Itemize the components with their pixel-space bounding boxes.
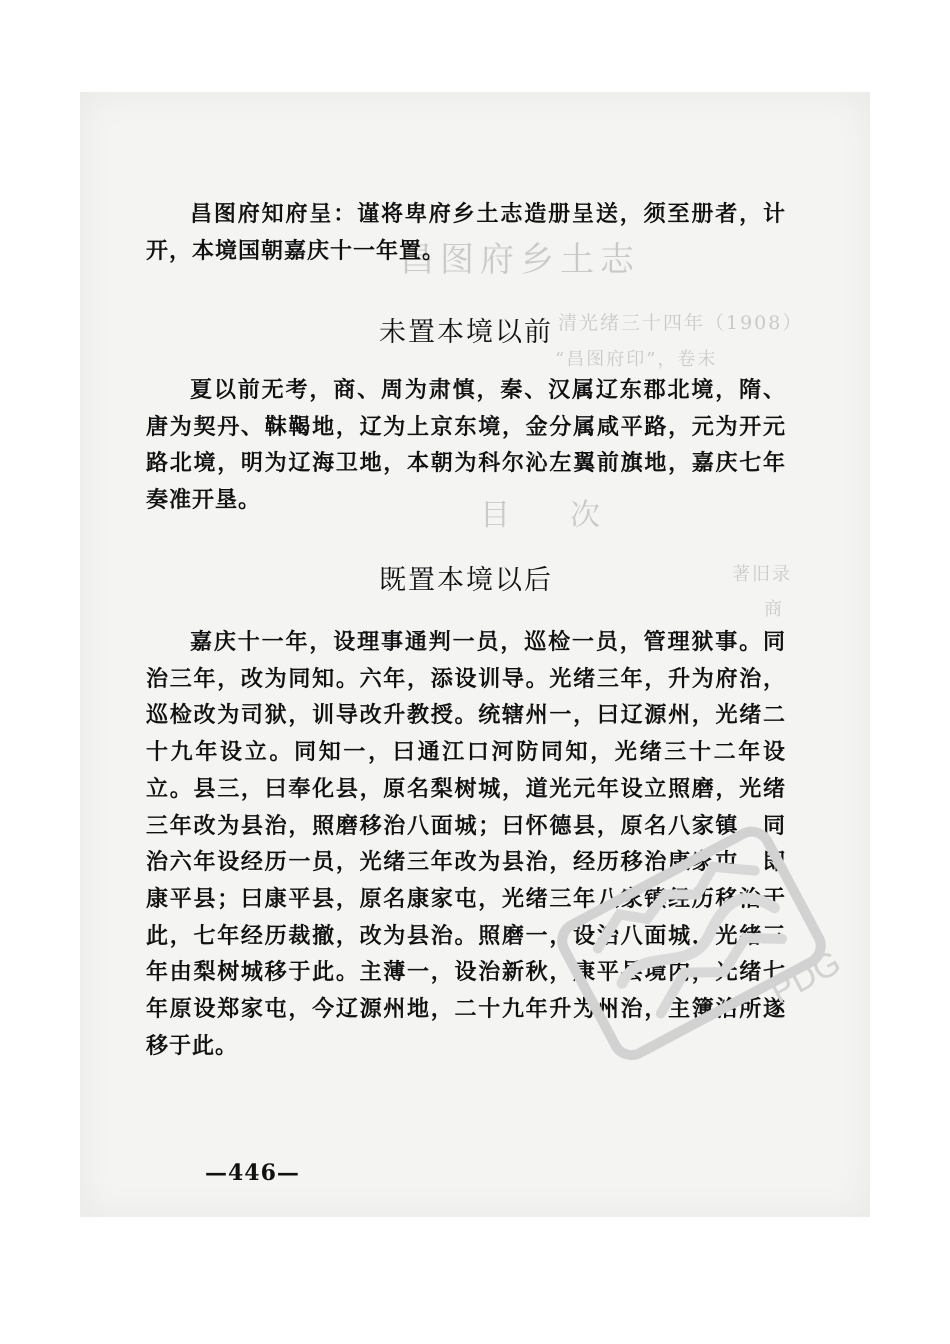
section-after-paragraph: 嘉庆十一年，设理事通判一员，巡检一员，管理狱事。同治三年，改为同知。六年，添设训导。光绪三年，升为府治，巡检改为司狱，训导改升教授。统辖州一，曰辽源州，光绪二十九年设立。同知一，曰通江口河防同知，光绪三十二年设立。县三，曰奉化县，原名梨树城，道光元年设立照磨，光绪三年改为县治，照磨移治八面城；曰怀德县，原名八家镇，同治六年设经历一员，光绪三年改为县治，经历移治康家屯，即康平县；曰康平县，原名康家屯，光绪三年八家镇经历移治于此，七年经历裁撤，改为县治。照磨一，设治八面城，光绪三年由梨树城移于此。主薄一，设治新秋，康平县境内，光绪七年原设郑家屯，今辽源州地，二十九年升为州治，主簿治所遂移于此。 — [146, 629, 786, 1059]
bleed-through-line: 清光绪三十四年（1908） — [558, 312, 804, 334]
bleed-through-line: “昌图府印”，卷末 — [555, 349, 718, 370]
section-heading-after: 既置本境以后 — [379, 565, 553, 596]
bleed-through-toc: 目次 — [480, 498, 660, 533]
section-before-paragraph: 夏以前无考，商、周为肃慎，秦、汉属辽东郡北境，隋、唐为契丹、靺鞨地，辽为上京东境，金分属咸平路，元为开元路北境，明为辽海卫地，本朝为科尔沁左翼前旗地，嘉庆七年奏准开垦。 — [146, 377, 786, 513]
section-heading-before: 未置本境以前 — [379, 317, 553, 348]
pdg-watermark-text: PDG — [764, 943, 848, 1012]
bleed-through-line: 著旧录 — [732, 564, 792, 585]
page-number: —446— — [205, 1160, 300, 1186]
bleed-through-line: 商 — [764, 599, 784, 620]
bleed-through-title: 昌图府乡土志 — [400, 240, 640, 280]
intro-paragraph: 昌图府知府呈：谨将卑府乡土志造册呈送，须至册者，计开，本境国朝嘉庆十一年置。 — [146, 201, 786, 264]
